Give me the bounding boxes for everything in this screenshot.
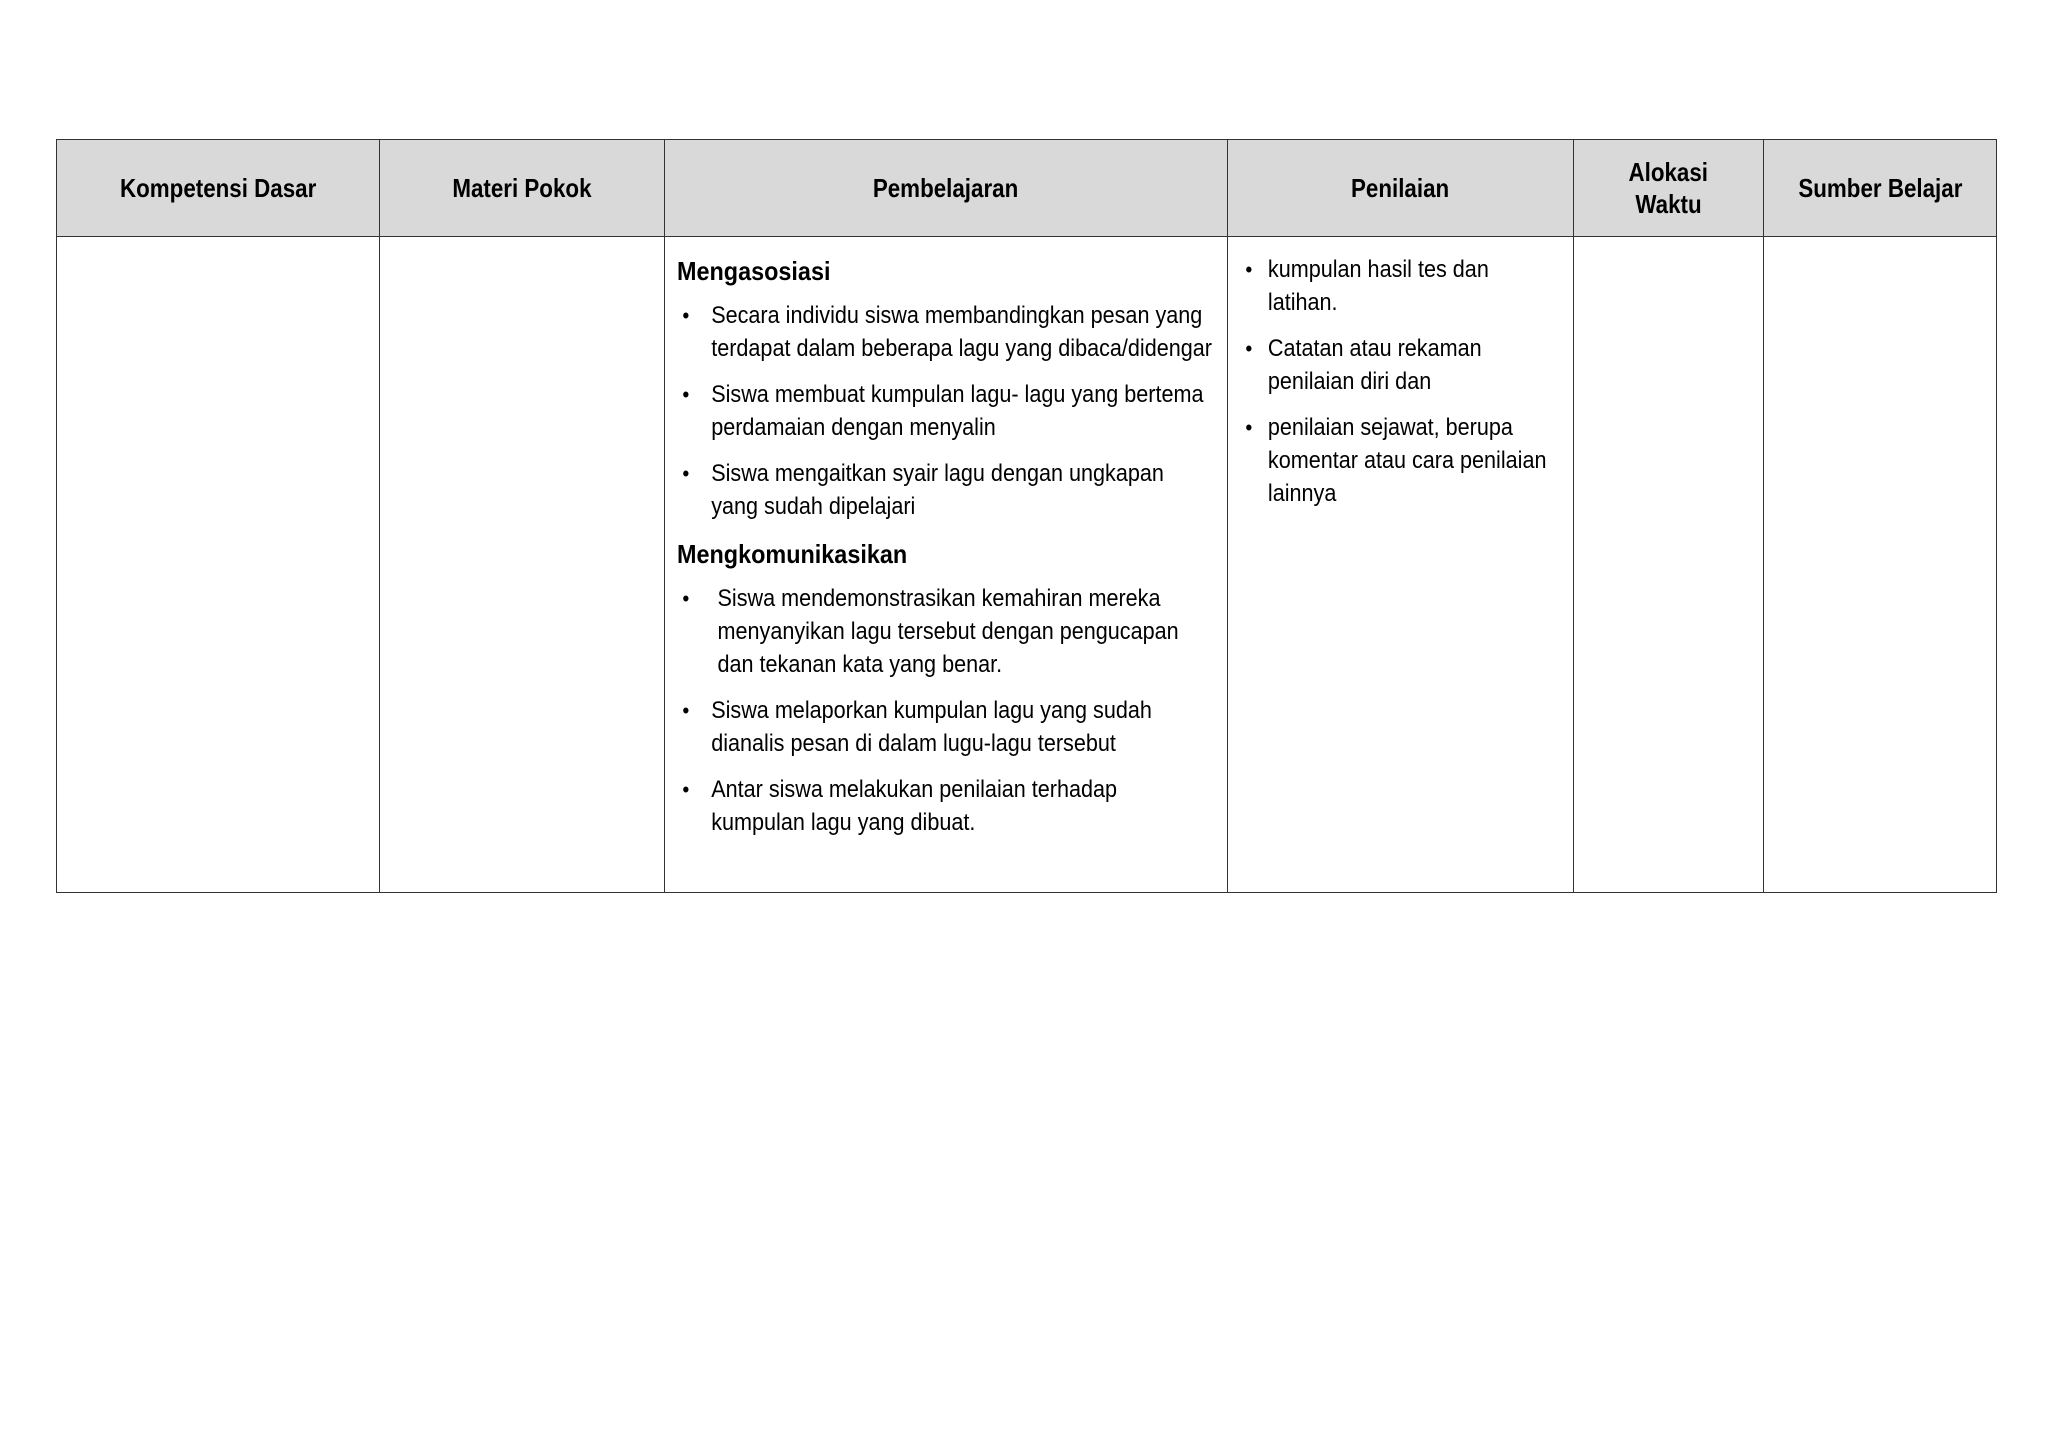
bullet-icon: • xyxy=(682,586,690,611)
cell-pembelajaran xyxy=(665,237,1228,893)
header-alokasi-waktu: Alokasi Waktu xyxy=(1574,140,1764,237)
list-item: • Siswa mengaitkan syair lagu dengan ungkapan yang sudah dipelajari xyxy=(677,457,1214,523)
list-item: • kumpulan hasil tes dan latihan. xyxy=(1240,253,1561,319)
cell-penilaian xyxy=(1228,237,1574,893)
list-item: • Secara individu siswa membandingkan pesan yang terdapat dalam beberapa lagu yang dibaca/didengar xyxy=(677,299,1214,365)
list-item: • Siswa melaporkan kumpulan lagu yang sudah dianalis pesan di dalam lugu-lagu tersebut xyxy=(677,694,1214,760)
list-item: • Antar siswa melakukan penilaian terhadap kumpulan lagu yang dibuat. xyxy=(677,773,1214,839)
header-pembelajaran: Pembelajaran xyxy=(665,140,1228,237)
bullet-icon: • xyxy=(682,698,690,723)
header-kompetensi-dasar: Kompetensi Dasar xyxy=(57,140,380,237)
cell-sumber-belajar xyxy=(1764,237,1997,893)
header-penilaian: Penilaian xyxy=(1228,140,1574,237)
list-item: • Siswa mendemonstrasikan kemahiran mereka menyanyikan lagu tersebut dengan pengucapan dan tekanan kata yang benar. xyxy=(677,582,1214,681)
list-item: • penilaian sejawat, berupa komentar atau cara penilaian lainnya xyxy=(1240,411,1561,510)
table-header-row xyxy=(57,140,1997,237)
bullet-icon: • xyxy=(682,461,690,486)
mengasosiasi-heading: Mengasosiasi xyxy=(677,256,831,286)
bullet-icon: • xyxy=(1245,415,1253,440)
bullet-icon: • xyxy=(682,303,690,328)
cell-alokasi-waktu xyxy=(1574,237,1764,893)
syllabus-table xyxy=(56,139,1997,893)
bullet-icon: • xyxy=(682,382,690,407)
list-item: • Siswa membuat kumpulan lagu- lagu yang bertema perdamaian dengan menyalin xyxy=(677,378,1214,444)
mengasosiasi-list xyxy=(677,299,1214,523)
bullet-icon: • xyxy=(682,777,690,802)
bullet-icon: • xyxy=(1245,257,1253,282)
cell-materi-pokok xyxy=(380,237,665,893)
header-materi-pokok: Materi Pokok xyxy=(380,140,665,237)
mengkomunikasikan-list xyxy=(677,582,1214,839)
bullet-icon: • xyxy=(1245,336,1253,361)
table-row xyxy=(57,237,1997,893)
list-item: • Catatan atau rekaman penilaian diri dan xyxy=(1240,332,1561,398)
cell-kompetensi-dasar xyxy=(57,237,380,893)
penilaian-list xyxy=(1240,253,1561,510)
header-sumber-belajar: Sumber Belajar xyxy=(1764,140,1997,237)
mengkomunikasikan-heading: Mengkomunikasikan xyxy=(677,539,908,569)
